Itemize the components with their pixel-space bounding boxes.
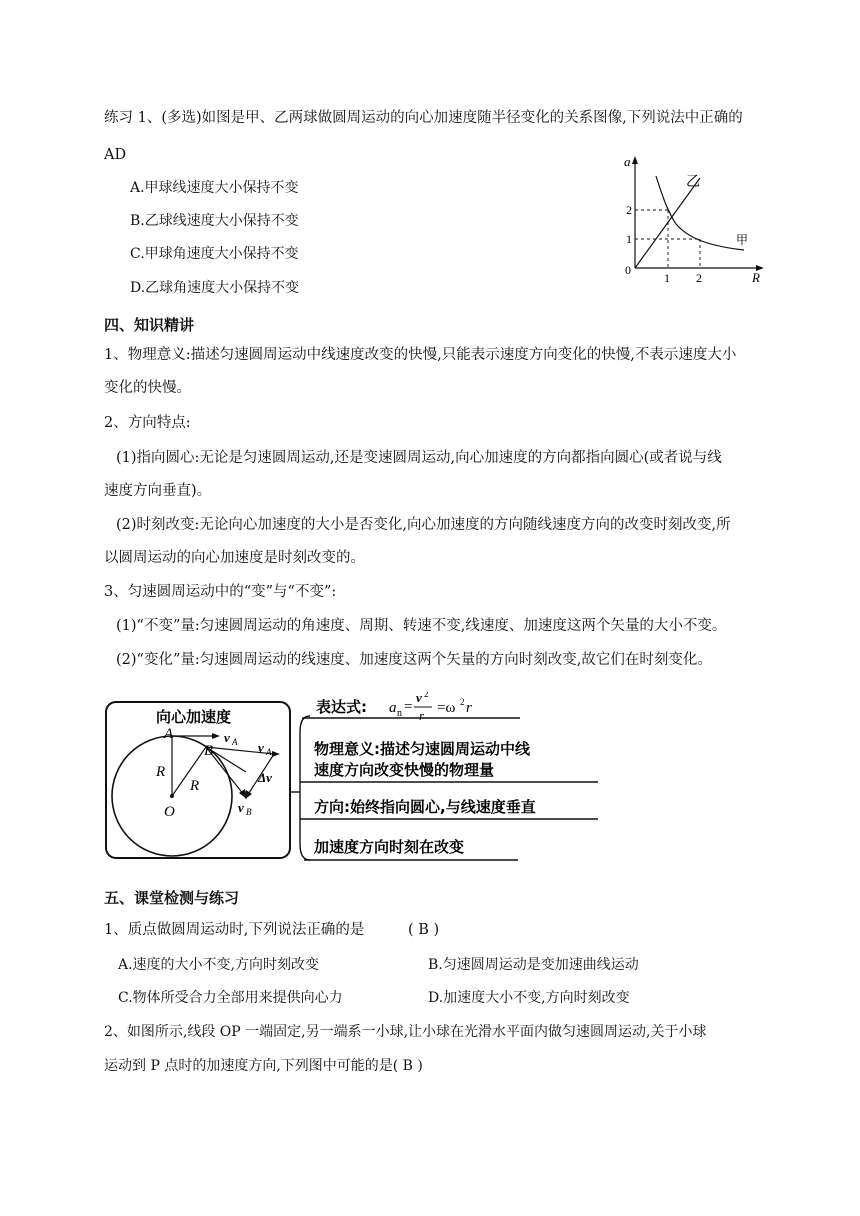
vector-delta-v-arrow xyxy=(245,790,252,799)
question-2-stem-line-2: 运动到 P 点时的加速度方向,下列图中可能的是( B ) xyxy=(104,1058,423,1074)
branch-meaning-line-1: 物理意义:描述匀速圆周运动中线 xyxy=(314,740,531,758)
exercise-1-stem: 练习 1、(多选)如图是甲、乙两球做圆周运动的向心加速度随半径变化的关系图像,下列说法中正确的 xyxy=(104,110,743,126)
section-4-point-2-1-line-2: 速度方向垂直)。 xyxy=(104,483,212,499)
question-1-option-b: B.匀速圆周运动是变加速曲线运动 xyxy=(428,957,639,973)
va-label: v xyxy=(224,730,230,745)
acceleration-radius-graph xyxy=(618,152,768,286)
section-4-point-3-1: (1)“不变”量:匀速圆周运动的角速度、周期、转速不变,线速度、加速度这两个矢量的大小不变。 xyxy=(116,618,727,634)
section-4-point-2: 2、方向特点: xyxy=(104,415,191,431)
point-o-label: O xyxy=(164,804,175,820)
formula-r: r xyxy=(466,700,472,716)
centripetal-acceleration-mindmap xyxy=(104,692,604,862)
curve-yi-line xyxy=(635,178,700,268)
formula-eq: = xyxy=(404,699,413,715)
radius-label-2: R xyxy=(190,778,200,794)
delta-v-label: Δv xyxy=(258,770,272,785)
origin-label: 0 xyxy=(625,263,631,277)
section-5-heading: 五、课堂检测与练习 xyxy=(104,889,240,907)
section-4-point-1-line-2: 变化的快慢。 xyxy=(104,380,191,396)
exercise-1-answer: AD xyxy=(104,147,127,163)
center-point xyxy=(170,794,174,798)
question-1-stem: 1、质点做圆周运动时,下列说法正确的是 xyxy=(104,922,365,938)
branch-expression-label: 表达式: xyxy=(316,698,367,716)
radius-label-1: R xyxy=(156,764,166,780)
curve-jia-hyperbola xyxy=(656,176,744,250)
va-moved-label: v xyxy=(258,740,264,755)
formula-v-exp: 2 xyxy=(424,692,429,699)
point-a-label: A xyxy=(164,726,174,742)
question-1-answer: ( B ) xyxy=(408,922,440,938)
va-moved-subscript: A xyxy=(266,747,272,757)
question-2-stem-line-1: 2、如图所示,线段 OP 一端固定,另一端系一小球,让小球在光滑水平面内做匀速圆周运动,关于小球 xyxy=(104,1024,707,1040)
point-b-label: B xyxy=(204,743,214,759)
brace xyxy=(300,716,310,860)
curve-jia-label: 甲 xyxy=(736,233,749,247)
y-tick-1: 1 xyxy=(626,232,632,246)
vb-subscript: B xyxy=(246,807,252,817)
exercise-1-option-d: D.乙球角速度大小保持不变 xyxy=(130,280,300,296)
section-4-point-3: 3、匀速圆周运动中的“变”与“不变”: xyxy=(104,584,337,600)
exercise-1-option-c: C.甲球角速度大小保持不变 xyxy=(130,246,299,262)
branch-meaning-line-2: 速度方向改变快慢的物理量 xyxy=(314,761,495,779)
radius-ob xyxy=(172,747,206,796)
va-subscript: A xyxy=(232,737,238,747)
exercise-1-option-b: B.乙球线速度大小保持不变 xyxy=(130,213,299,229)
x-tick-2: 2 xyxy=(696,271,702,285)
x-tick-1: 1 xyxy=(664,271,670,285)
branch-direction: 方向:始终指向圆心,与线速度垂直 xyxy=(314,798,536,816)
section-4-heading: 四、知识精讲 xyxy=(104,316,195,334)
box-title: 向心加速度 xyxy=(156,708,232,726)
section-4-point-1-line-1: 1、物理意义:描述匀速圆周运动中线速度改变的快慢,只能表示速度方向变化的快慢,不表示速度大小 xyxy=(104,347,737,363)
question-1-option-c: C.物体所受合力全部用来提供向心力 xyxy=(118,990,343,1006)
formula-v: v xyxy=(416,692,422,705)
section-4-point-2-1-line-1: (1)指向圆心:无论是匀速圆周运动,还是变速圆周运动,向心加速度的方向都指向圆心(或者说与线 xyxy=(116,450,722,466)
section-4-point-2-2-line-2: 以圆周运动的向心加速度是时刻改变的。 xyxy=(104,550,365,566)
section-4-point-2-2-line-1: (2)时刻改变:无论向心加速度的大小是否变化,向心加速度的方向随线速度方向的改变时刻改变,所 xyxy=(116,517,731,533)
vector-va-arrow xyxy=(212,733,220,739)
vb-label: v xyxy=(238,800,244,815)
x-axis-label: R xyxy=(752,270,760,285)
formula-a-subscript: n xyxy=(397,708,402,719)
question-1-option-a: A.速度的大小不变,方向时刻改变 xyxy=(118,957,320,973)
formula-r-den: r xyxy=(419,708,425,723)
formula-omega-exp: 2 xyxy=(460,697,465,707)
formula-a: a xyxy=(389,700,397,716)
y-axis-label: a xyxy=(624,154,631,169)
formula-omega: =ω xyxy=(437,700,456,716)
exercise-1-option-a: A.甲球线速度大小保持不变 xyxy=(130,180,299,196)
curve-yi-label: 乙 xyxy=(686,174,700,190)
y-axis-arrow xyxy=(632,156,638,164)
y-tick-2: 2 xyxy=(626,203,632,217)
question-1-option-d: D.加速度大小不变,方向时刻改变 xyxy=(428,990,630,1006)
section-4-point-3-2: (2)“变化”量:匀速圆周运动的线速度、加速度这两个矢量的方向时刻改变,故它们在时刻变化。 xyxy=(116,652,712,668)
branch-change: 加速度方向时刻在改变 xyxy=(314,838,465,856)
